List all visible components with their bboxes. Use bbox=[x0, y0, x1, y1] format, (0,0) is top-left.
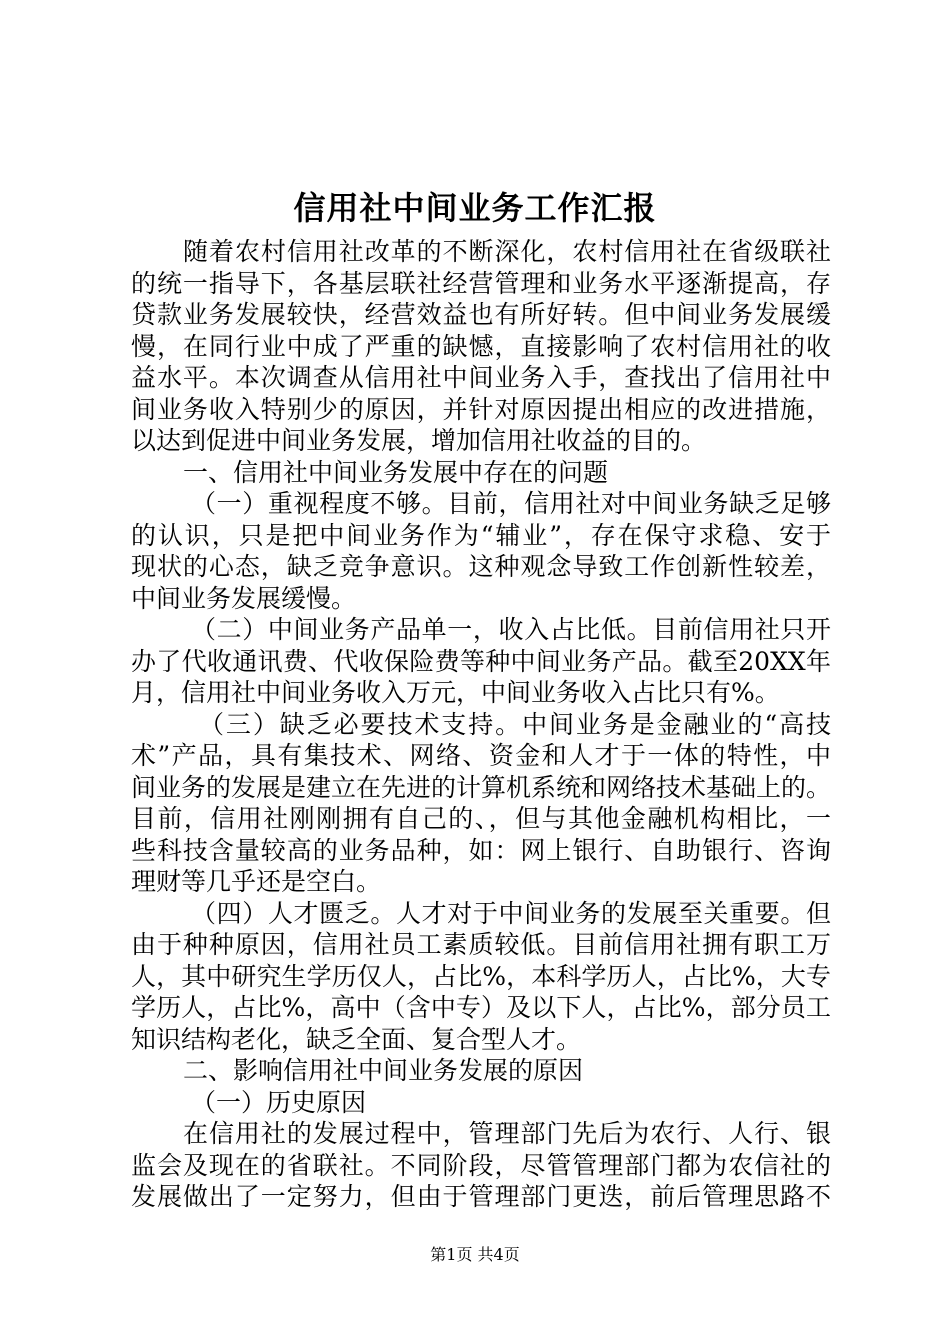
paragraph-line: 以达到促进中间业务发展，增加信用社收益的目的。 bbox=[131, 426, 707, 455]
page-footer: 第1页 共4页 bbox=[430, 1245, 520, 1264]
paragraph-line: 监会及现在的省联社。不同阶段，尽管管理部门都为农信社的 bbox=[131, 1150, 831, 1180]
paragraph-line: 益水平。本次调查从信用社中间业务入手，查找出了信用社中 bbox=[131, 363, 831, 392]
paragraph-line: （一）重视程度不够。目前，信用社对中间业务缺乏足够 bbox=[191, 489, 831, 518]
paragraph-line: （四）人才匮乏。人才对于中间业务的发展至关重要。但 bbox=[191, 898, 831, 928]
document-body bbox=[131, 236, 831, 1213]
paragraph-line: 月，信用社中间业务收入万元，中间业务收入占比只有%。 bbox=[131, 678, 780, 707]
paragraph-line: 些科技含量较高的业务品种，如：网上银行、自助银行、咨询 bbox=[131, 835, 831, 865]
paragraph-line: 学历人，占比%，高中（含中专）及以下人，占比%，部分员工 bbox=[131, 993, 831, 1022]
paragraph-line: 由于种种原因，信用社员工素质较低。目前信用社拥有职工万 bbox=[131, 930, 831, 959]
paragraph-line: 随着农村信用社改革的不断深化，农村信用社在省级联社 bbox=[183, 237, 831, 266]
paragraph-line: 慢，在同行业中成了严重的缺憾，直接影响了农村信用社的收 bbox=[131, 331, 831, 361]
section-heading: 一、信用社中间业务发展中存在的问题 bbox=[183, 457, 609, 487]
paragraph-line: 间业务的发展是建立在先进的计算机系统和网络技术基础上的。 bbox=[131, 772, 832, 802]
paragraph-line: 理财等几乎还是空白。 bbox=[131, 867, 382, 896]
paragraph-line: 的统一指导下，各基层联社经营管理和业务水平逐渐提高，存 bbox=[131, 268, 831, 298]
document-title: 信用社中间业务工作汇报 bbox=[293, 189, 657, 227]
paragraph-line: 办了代收通讯费、代收保险费等种中间业务产品。截至20XX年 bbox=[131, 646, 831, 676]
paragraph-line: （三）缺乏必要技术支持。中间业务是金融业的“高技 bbox=[199, 709, 831, 739]
paragraph-line: 的认识，只是把中间业务作为“辅业”，存在保守求稳、安于 bbox=[131, 520, 831, 550]
paragraph-line: 知识结构老化，缺乏全面、复合型人才。 bbox=[131, 1024, 582, 1054]
paragraph-line: 中间业务发展缓慢。 bbox=[131, 583, 357, 613]
paragraph-line: 现状的心态，缺乏竞争意识。这种观念导致工作创新性较差， bbox=[131, 552, 831, 581]
paragraph-line: （二）中间业务产品单一，收入占比低。目前信用社只开 bbox=[191, 615, 831, 644]
paragraph-line: 间业务收入特别少的原因，并针对原因提出相应的改进措施， bbox=[131, 394, 831, 424]
paragraph-line: 发展做出了一定努力，但由于管理部门更迭，前后管理思路不 bbox=[131, 1182, 831, 1211]
paragraph-line: 在信用社的发展过程中，管理部门先后为农行、人行、银 bbox=[183, 1119, 831, 1148]
section-heading: 二、影响信用社中间业务发展的原因 bbox=[183, 1056, 584, 1085]
paragraph-line: 人，其中研究生学历仅人，占比%，本科学历人，占比%，大专 bbox=[131, 961, 831, 991]
subsection-heading: （一）历史原因 bbox=[191, 1087, 367, 1117]
paragraph-line: 贷款业务发展较快，经营效益也有所好转。但中间业务发展缓 bbox=[131, 300, 831, 329]
paragraph-line: 目前，信用社刚刚拥有自己的、，但与其他金融机构相比，一 bbox=[131, 804, 831, 833]
paragraph-line: 术”产品，具有集技术、网络、资金和人才于一体的特性，中 bbox=[131, 741, 831, 770]
